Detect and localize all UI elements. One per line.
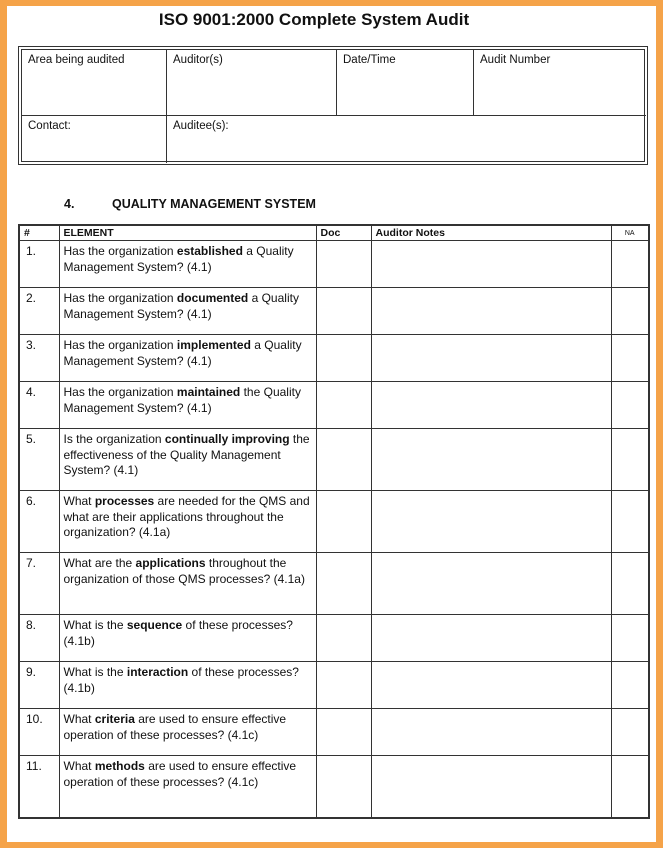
question-text-pre: What is the xyxy=(63,665,127,679)
row-auditor-notes-cell[interactable] xyxy=(371,756,611,818)
question-text-pre: What are the xyxy=(63,556,136,570)
question-text-post: a Quality Management System? (4.1) xyxy=(63,244,294,274)
question-keyword: established xyxy=(176,244,243,258)
row-number: 6. xyxy=(19,491,59,553)
auditee-cell[interactable] xyxy=(167,116,646,163)
row-na-cell[interactable] xyxy=(611,553,649,615)
question-text-pre: What xyxy=(63,759,95,773)
row-doc-cell[interactable] xyxy=(316,615,371,662)
table-row xyxy=(19,709,649,756)
row-auditor-notes-cell[interactable] xyxy=(371,662,611,709)
question-text-pre: Has the organization xyxy=(63,244,177,258)
row-number: 1. xyxy=(19,241,59,288)
row-element-question xyxy=(59,241,316,288)
table-row xyxy=(19,662,649,709)
row-element-question xyxy=(59,382,316,429)
audit-header-box xyxy=(18,46,648,165)
row-element-question xyxy=(59,756,316,818)
row-number: 3. xyxy=(19,335,59,382)
question-text-pre: What xyxy=(63,712,95,726)
question-text-pre: Has the organization xyxy=(63,338,177,352)
table-row xyxy=(19,615,649,662)
audit-page xyxy=(7,6,656,842)
row-auditor-notes-cell[interactable] xyxy=(371,615,611,662)
row-na-cell[interactable] xyxy=(611,615,649,662)
question-keyword: implemented xyxy=(176,338,251,352)
row-element-question xyxy=(59,553,316,615)
question-text-post: a Quality Management System? (4.1) xyxy=(63,338,302,368)
row-doc-cell[interactable] xyxy=(316,756,371,818)
col-header-notes: Auditor Notes xyxy=(371,225,611,241)
col-header-num: # xyxy=(19,225,59,241)
question-text-pre: What is the xyxy=(63,618,127,632)
row-element-question xyxy=(59,429,316,491)
row-number: 10. xyxy=(19,709,59,756)
question-text-pre: What xyxy=(63,494,95,508)
row-doc-cell[interactable] xyxy=(316,553,371,615)
table-row xyxy=(19,382,649,429)
question-keyword: applications xyxy=(135,556,206,570)
question-text-post: the Quality Management System? (4.1) xyxy=(63,385,301,415)
table-row xyxy=(19,241,649,288)
table-header-row xyxy=(19,225,649,241)
contact-label: Contact: xyxy=(28,120,71,132)
question-keyword: methods xyxy=(94,759,145,773)
table-row xyxy=(19,288,649,335)
table-row xyxy=(19,491,649,553)
row-na-cell[interactable] xyxy=(611,241,649,288)
auditor-label: Auditor(s) xyxy=(173,54,223,66)
table-row xyxy=(19,429,649,491)
contact-cell[interactable] xyxy=(22,116,167,163)
question-text-post: a Quality Management System? (4.1) xyxy=(63,291,299,321)
row-number: 9. xyxy=(19,662,59,709)
col-header-na: NA xyxy=(611,225,649,241)
datetime-cell[interactable] xyxy=(337,50,474,116)
question-text-post: of these processes? (4.1b) xyxy=(63,618,293,648)
question-text-pre: Is the organization xyxy=(63,432,165,446)
section-number: 4. xyxy=(64,197,75,211)
row-auditor-notes-cell[interactable] xyxy=(371,241,611,288)
row-number: 4. xyxy=(19,382,59,429)
question-text-pre: Has the organization xyxy=(63,291,177,305)
row-element-question xyxy=(59,709,316,756)
row-na-cell[interactable] xyxy=(611,288,649,335)
row-doc-cell[interactable] xyxy=(316,288,371,335)
col-header-doc: Doc xyxy=(316,225,371,241)
table-row xyxy=(19,553,649,615)
auditee-label: Auditee(s): xyxy=(173,120,229,132)
table-row xyxy=(19,335,649,382)
section-heading xyxy=(64,197,316,211)
question-text-pre: Has the organization xyxy=(63,385,177,399)
row-na-cell[interactable] xyxy=(611,382,649,429)
question-keyword: processes xyxy=(94,494,155,508)
row-number: 8. xyxy=(19,615,59,662)
question-keyword: maintained xyxy=(176,385,241,399)
row-na-cell[interactable] xyxy=(611,756,649,818)
area-audited-cell[interactable] xyxy=(22,50,167,116)
row-doc-cell[interactable] xyxy=(316,241,371,288)
datetime-label: Date/Time xyxy=(343,54,396,66)
question-text-post: are used to ensure effective operation of these processes? (4.1c) xyxy=(63,759,297,789)
row-element-question xyxy=(59,288,316,335)
question-keyword: criteria xyxy=(94,712,135,726)
question-keyword: interaction xyxy=(126,665,189,679)
table-row xyxy=(19,756,649,818)
question-keyword: continually improving xyxy=(164,432,290,446)
area-audited-label: Area being audited xyxy=(28,54,125,66)
question-text-post: throughout the organization of those QMS processes? (4.1a) xyxy=(63,556,305,586)
row-na-cell[interactable] xyxy=(611,491,649,553)
row-number: 5. xyxy=(19,429,59,491)
question-text-post: are needed for the QMS and what are their applications throughout the organization? (4.1a) xyxy=(63,494,310,539)
audit-header-inner xyxy=(21,49,645,162)
row-doc-cell[interactable] xyxy=(316,429,371,491)
audit-table xyxy=(18,224,650,819)
row-auditor-notes-cell[interactable] xyxy=(371,429,611,491)
row-number: 2. xyxy=(19,288,59,335)
row-number: 7. xyxy=(19,553,59,615)
row-doc-cell[interactable] xyxy=(316,709,371,756)
row-element-question xyxy=(59,491,316,553)
row-auditor-notes-cell[interactable] xyxy=(371,709,611,756)
question-text-post: of these processes? (4.1b) xyxy=(63,665,299,695)
row-element-question xyxy=(59,335,316,382)
row-auditor-notes-cell[interactable] xyxy=(371,335,611,382)
section-title: QUALITY MANAGEMENT SYSTEM xyxy=(112,197,316,211)
col-header-element: ELEMENT xyxy=(59,225,316,241)
row-auditor-notes-cell[interactable] xyxy=(371,382,611,429)
question-text-post: the effectiveness of the Quality Management System? (4.1) xyxy=(63,432,310,477)
question-keyword: sequence xyxy=(126,618,183,632)
row-na-cell[interactable] xyxy=(611,709,649,756)
page-title: ISO 9001:2000 Complete System Audit xyxy=(158,10,470,29)
row-number: 11. xyxy=(19,756,59,818)
row-auditor-notes-cell[interactable] xyxy=(371,288,611,335)
row-auditor-notes-cell[interactable] xyxy=(371,491,611,553)
row-doc-cell[interactable] xyxy=(316,335,371,382)
row-na-cell[interactable] xyxy=(611,335,649,382)
auditor-cell[interactable] xyxy=(167,50,337,116)
row-element-question xyxy=(59,615,316,662)
question-text-post: are used to ensure effective operation of these processes? (4.1c) xyxy=(63,712,287,742)
audit-number-label: Audit Number xyxy=(480,54,551,66)
audit-number-cell[interactable] xyxy=(474,50,646,116)
row-element-question xyxy=(59,662,316,709)
question-keyword: documented xyxy=(176,291,249,305)
row-auditor-notes-cell[interactable] xyxy=(371,553,611,615)
row-na-cell[interactable] xyxy=(611,662,649,709)
row-na-cell[interactable] xyxy=(611,429,649,491)
row-doc-cell[interactable] xyxy=(316,382,371,429)
row-doc-cell[interactable] xyxy=(316,491,371,553)
row-doc-cell[interactable] xyxy=(316,662,371,709)
